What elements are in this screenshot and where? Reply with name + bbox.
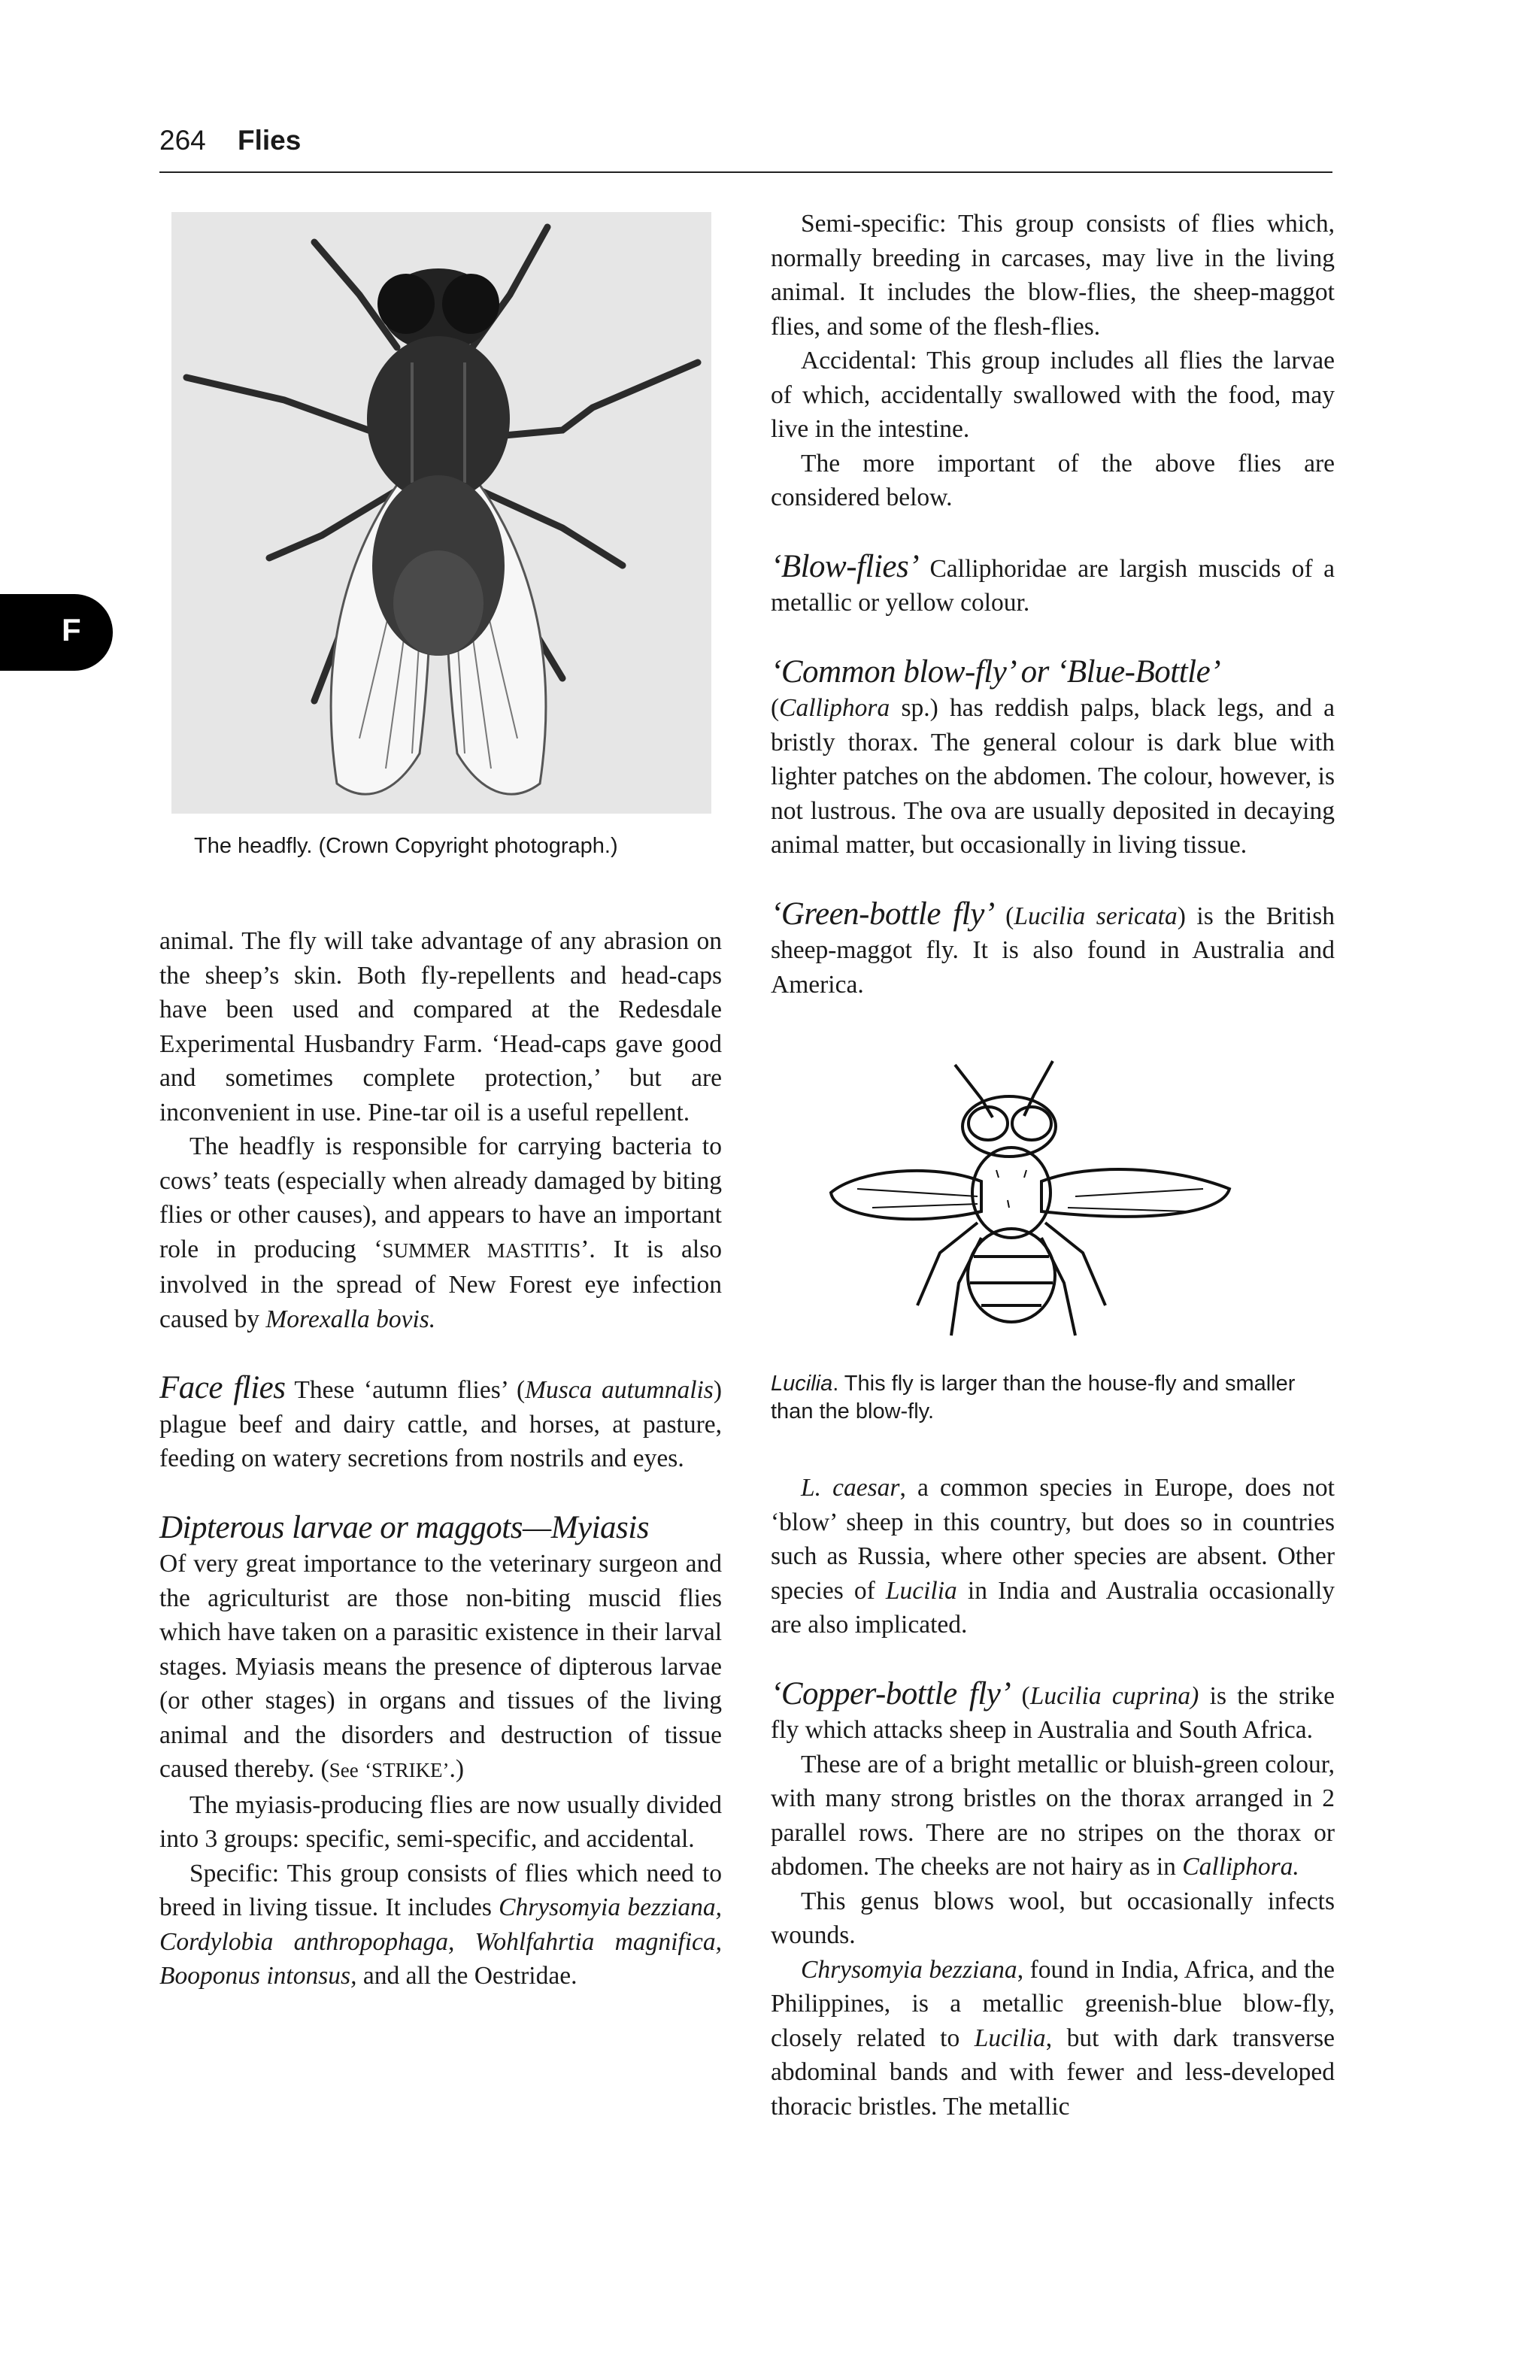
- section-title: Flies: [238, 125, 302, 156]
- paragraph-blow-flies: ‘Blow-flies’ Calliphoridae are largish muscids of a metallic or yellow colour.: [771, 548, 1335, 617]
- headfly-photograph: [171, 212, 711, 814]
- paragraph-green-bottle: ‘Green-bottle fly’ (Lucilia sericata) is the British sheep-maggot fly. It is also found in Australia and America.: [771, 896, 1335, 999]
- heading-copper-bottle-fly: ‘Copper-bottle fly’: [771, 1675, 1011, 1711]
- left-column: [159, 924, 722, 1993]
- drawing-caption: Lucilia. This fly is larger than the house-fly and smaller than the blow-fly.: [771, 1372, 1296, 1423]
- paragraph: L. caesar, a common species in Europe, does not ‘blow’ sheep in this country, but does so in countries such as Russia, where other species are absent. Other species of Lucilia in India and Australia occasionally are also implicated.: [771, 1474, 1335, 1639]
- paragraph: The more important of the above flies are considered below.: [771, 449, 1335, 511]
- paragraph: Semi-specific: This group consists of flies which, normally breeding in carcases, may live in the living animal. It includes the blow-flies, the sheep-maggot flies, and some of the flesh-flies.: [771, 210, 1335, 341]
- heading-blow-flies: ‘Blow-flies’: [771, 548, 920, 584]
- paragraph: animal. The fly will take advantage of any abrasion on the sheep’s skin. Both fly-repellents and head-caps have been used and compared at the Redesdale Experimental Husbandry Farm. ‘Head-caps gave good and sometimes complete protection,’ but are inconvenient in use. Pine-tar oil is a useful repellent.: [159, 927, 722, 1126]
- paragraph-face-flies: Face flies These ‘autumn flies’ (Musca autumnalis) plague beef and dairy cattle, and horses, at pasture, feeding on watery secretions from nostrils and eyes.: [159, 1370, 722, 1472]
- paragraph-copper-bottle: ‘Copper-bottle fly’ (Lucilia cuprina) is the strike fly which attacks sheep in Australia and South Africa.: [771, 1675, 1335, 1744]
- paragraph: (Calliphora sp.) has reddish palps, black legs, and a bristly thorax. The general colour is dark blue with lighter patches on the abdomen. The colour, however, is not lustrous. The ova are usually deposited in decaying animal matter, but occasionally in living tissue.: [771, 694, 1335, 859]
- heading-face-flies: Face flies: [159, 1370, 286, 1405]
- paragraph: This genus blows wool, but occasionally infects wounds.: [771, 1887, 1335, 1949]
- heading-green-bottle-fly: ‘Green-bottle fly’: [771, 896, 995, 932]
- paragraph: Specific: This group consists of flies which need to breed in living tissue. It includes Chrysomyia bezziana, Cordylobia anthropophaga, Wohlfahrtia magnifica, Booponus intonsus, and all the Oestridae.: [159, 1859, 722, 1990]
- lucilia-drawing: [827, 1057, 1233, 1346]
- heading-common-blow-fly: ‘Common blow-fly’ or ‘Blue-Bottle’: [771, 653, 1221, 690]
- photo-caption: The headfly. (Crown Copyright photograph.): [194, 834, 618, 858]
- right-column-bottom: [771, 1471, 1335, 2124]
- thumb-tab-letter: F: [62, 612, 81, 647]
- heading-myiasis: Dipterous larvae or maggots—Myiasis: [159, 1509, 649, 1545]
- paragraph: Of very great importance to the veterinary surgeon and the agriculturist are those non-biting muscid flies which have taken on a parasitic existence in their larval stages. Myiasis means the presence of dipterous larvae (or other stages) in organs and tissues of the living animal and the disorders and destruction of tissue caused thereby. (See ‘STRIKE’.): [159, 1550, 722, 1783]
- paragraph: Accidental: This group includes all flies the larvae of which, accidentally swallowed with the food, may live in the intestine.: [771, 347, 1335, 443]
- paragraph: These are of a bright metallic or bluish-green colour, with many strong bristles on the thorax arranged in 2 parallel rows. There are no stripes on the thorax or abdomen. The cheeks are not hairy as in Calliphora.: [771, 1750, 1335, 1881]
- paragraph: Chrysomyia bezziana, found in India, Africa, and the Philippines, is a metallic greenish-blue blow-fly, closely related to Lucilia, but with dark transverse abdominal bands and with fewer and less-developed thoracic bristles. The metallic: [771, 1955, 1335, 2121]
- section-thumb-tab: [0, 594, 113, 671]
- right-column-top: [771, 207, 1335, 1002]
- page-number: 264: [159, 125, 206, 156]
- paragraph: The headfly is responsible for carrying bacteria to cows’ teats (especially when already damaged by biting flies or other causes), and appears to have an important role in producing ‘SUMMER MASTITIS’. It is also involved in the spread of New Forest eye infection caused by Morexalla bovis.: [159, 1132, 722, 1333]
- running-header: [159, 125, 1332, 173]
- paragraph: The myiasis-producing flies are now usually divided into 3 groups: specific, semi-specific, and accidental.: [159, 1790, 722, 1853]
